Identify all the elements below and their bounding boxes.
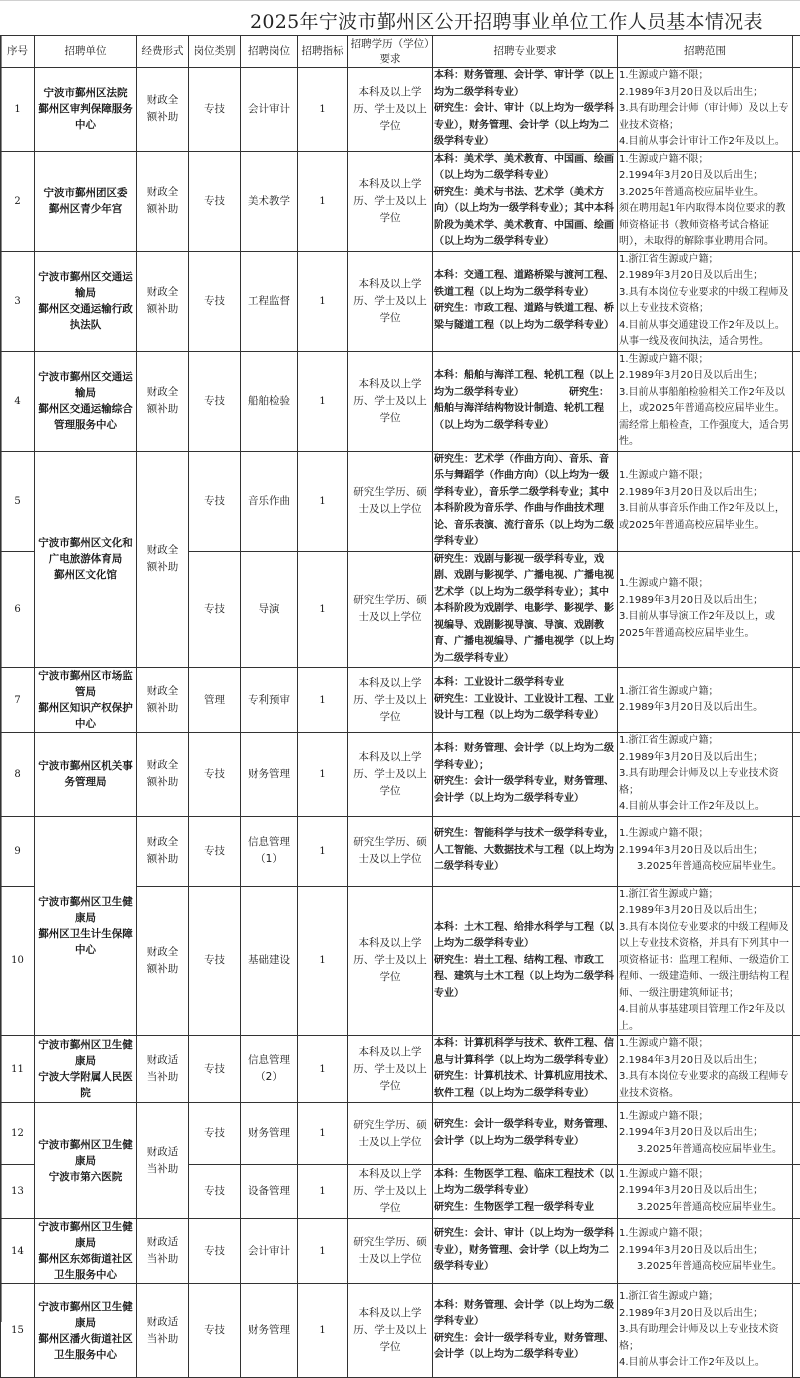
header-row [1,36,800,68]
unit-line: 鄞州区潘火街道社区卫生服务中心 [37,1331,134,1363]
cell-seq: 6 [1,551,35,668]
scope-line: 2.1994年3月20日及以后出生； [619,1125,791,1142]
cell-quota: 1 [298,451,348,551]
header-quota: 招聘指标 [298,36,348,68]
cell-funding: 财政全额补助 [137,68,189,152]
table-row [1,1219,800,1284]
cell-funding: 财政适当补助 [137,1103,189,1219]
cell-post: 专利预审 [241,668,298,733]
unit-line: 宁波市鄞州区卫生健康局 [37,1037,134,1069]
unit-line: 宁波市鄞州区卫生健康局 [37,894,134,926]
cell-extra [793,668,800,733]
cell-extra [793,733,800,817]
page-title: 2025年宁波市鄞州区公开招聘事业单位工作人员基本情况表 [250,7,763,34]
table-row [1,1036,800,1103]
scope-line: 1.生源或户籍不限； [619,1036,791,1053]
scope-line: 2.1989年3月20日及以后出生； [619,903,791,920]
cell-post-type: 专技 [189,886,241,1036]
cell-major [433,1284,618,1378]
unit-line: 鄞州区交通运输综合管理服务中心 [37,401,134,433]
cell-extra [793,1036,800,1103]
cell-education: 研究生学历、硕士及以上学位 [348,1219,433,1284]
table-row [1,451,800,551]
unit-line: 鄞州区知识产权保护中心 [37,700,134,732]
major-line: 本科：财务管理、会计学（以上均为二级学科专业）； [434,741,616,774]
cell-scope [618,1165,793,1219]
scope-line: 2.1989年3月20日及以后出生； [619,268,791,285]
cell-quota: 1 [298,1284,348,1378]
cell-post: 工程监督 [241,251,298,351]
cell-post-type: 专技 [189,1165,241,1219]
cell-education: 本科及以上学历、学士及以上学位 [348,68,433,152]
cell-quota: 1 [298,351,348,451]
scope-line: 1.浙江省生源或户籍； [619,252,791,269]
cell-scope [618,816,793,886]
cell-post-type: 专技 [189,1036,241,1103]
cell-quota: 1 [298,1103,348,1165]
cell-post: 会计审计 [241,68,298,152]
major-line: 本科：财务管理、会计学（以上均为二级学科专业） [434,1298,616,1331]
cell-extra [793,886,800,1036]
major-line: 本科：财务管理、会计学、审计学（以上均为二级学科专业） [434,68,616,101]
recruitment-table [0,35,800,1378]
unit-line: 鄞州区交通运输行政执法队 [37,301,134,333]
cell-scope [618,1036,793,1103]
scope-line: 1.生源或户籍不限； [619,152,791,169]
cell-education: 本科及以上学历、学士及以上学位 [348,351,433,451]
major-line: 研究生：生物医学工程一级学科专业 [434,1200,616,1217]
table-row [1,351,800,451]
cell-unit [35,816,137,1036]
scope-line: 2.1994年3月20日及以后出生； [619,1183,791,1200]
major-line: 研究生：岩土工程、结构工程、市政工程、建筑与土木工程（以上均为二级学科专业） [434,953,616,1003]
cell-scope [618,151,793,251]
scope-line: 1.生源或户籍不限； [619,576,791,593]
scope-line: 1.浙江省生源或户籍； [619,887,791,904]
header-post: 招聘岗位 [241,36,298,68]
cell-post-type: 专技 [189,351,241,451]
cell-post: 音乐作曲 [241,451,298,551]
scope-line: 3.2025年普通高校应届毕业生。 [619,859,791,876]
table-row [1,68,800,152]
cell-post-type: 专技 [189,551,241,668]
cell-quota: 1 [298,1219,348,1284]
cell-unit [35,251,137,351]
table-row [1,251,800,351]
scope-line: 2.1989年3月20日及以后出生； [619,485,791,502]
cell-funding: 财政全额补助 [137,351,189,451]
scope-line: 4.目前从事会计工作2年及以上。 [619,1355,791,1372]
major-line: 研究生：市政工程、道路与铁道工程、桥梁与隧道工程（以上均为二级学科专业） [434,301,616,334]
cell-education: 本科及以上学历、学士及以上学位 [348,1036,433,1103]
scope-line: 3.2025年普通高校应届毕业生。 [619,1259,791,1276]
cell-scope [618,733,793,817]
cell-unit [35,151,137,251]
unit-line: 鄞州区青少年宫 [37,201,134,217]
cell-major [433,451,618,551]
cell-education: 研究生学历、硕士及以上学位 [348,1103,433,1165]
cell-extra [793,551,800,668]
major-line: 研究生：工业设计、工业设计工程、工业设计与工程（以上均为二级学科专业） [434,692,616,725]
cell-quota: 1 [298,886,348,1036]
cell-major [433,816,618,886]
table-row [1,668,800,733]
cell-funding: 财政全额补助 [137,151,189,251]
cell-post-type: 专技 [189,1284,241,1378]
scope-line: 4.目前从事会计工作2年及以上。 [619,799,791,816]
scope-line: 3.2025年普通高校应届毕业生。 [619,1200,791,1217]
unit-line: 宁波市鄞州区交通运输局 [37,269,134,301]
cell-quota: 1 [298,68,348,152]
major-line: 研究生：美术与书法、艺术学（美术方向）（以上均为一级学科专业）；其中本科阶段为美术学、美术教育、中国画、绘画（以上均为二级学科专业） [434,185,616,251]
cell-quota: 1 [298,251,348,351]
major-line: 本科：工业设计二级学科专业 [434,675,616,692]
header-education: 招聘学历（学位）要求 [348,36,433,68]
major-line: 本科：美术学、美术教育、中国画、绘画（以上均为二级学科专业） [434,152,616,185]
cell-funding: 财政适当补助 [137,1219,189,1284]
cell-education: 本科及以上学历、学士及以上学位 [348,251,433,351]
cell-funding: 财政全额补助 [137,251,189,351]
scope-line: 4.目前从事基建项目管理工作2年及以上。 [619,1002,791,1035]
cell-education: 本科及以上学历、学士及以上学位 [348,733,433,817]
cell-major [433,251,618,351]
scope-line: 4.目前从事会计审计工作2年及以上。 [619,134,791,151]
cell-post: 财务管理 [241,733,298,817]
cell-education: 研究生学历、硕士及以上学位 [348,551,433,668]
cell-major [433,1165,618,1219]
header-unit: 招聘单位 [35,36,137,68]
scope-line: 3.目前从事导演工作2年及以上，或2025年普通高校应届毕业生。 [619,609,791,642]
cell-major [433,1219,618,1284]
cell-scope [618,351,793,451]
cell-seq: 15 [1,1284,35,1378]
scope-line: 1.生源或户籍不限； [619,352,791,369]
scope-line: 2.1994年3月20日及以后出生； [619,1243,791,1260]
cell-major [433,351,618,451]
unit-line: 宁波市鄞州区文化和广电旅游体育局 [37,535,134,567]
scope-line: 1.生源或户籍不限； [619,826,791,843]
cell-major [433,551,618,668]
cell-extra [793,1103,800,1165]
cell-post-type: 专技 [189,733,241,817]
header-scope: 招聘范围 [618,36,793,68]
major-line: 研究生：会计一级学科专业，财务管理、会计学（以上均为二级学科专业） [434,1331,616,1364]
scope-line: 3.具有本岗位专业要求的高级工程师专业技术资格。 [619,1069,791,1102]
scope-line: 1.生源或户籍不限； [619,1167,791,1184]
unit-line: 宁波市鄞州区市场监管局 [37,668,134,700]
cell-extra [793,451,800,551]
cell-post-type: 专技 [189,251,241,351]
cell-education: 研究生学历、硕士及以上学位 [348,816,433,886]
cell-seq: 14 [1,1219,35,1284]
scope-line: 3.目前从事音乐作曲工作2年及以上，或2025年普通高校应届毕业生。 [619,501,791,534]
cell-post-type: 专技 [189,816,241,886]
cell-scope [618,68,793,152]
cell-unit [35,351,137,451]
cell-seq: 10 [1,886,35,1036]
cell-unit [35,733,137,817]
cell-major [433,68,618,152]
scope-line: 2.1989年3月20日及以后出生； [619,85,791,102]
scope-line: 2.1989年3月20日及以后出生。 [619,700,791,717]
unit-line: 鄞州区东郊街道社区卫生服务中心 [37,1251,134,1283]
scope-line: 1.浙江省生源或户籍； [619,733,791,750]
major-line: 研究生：会计、审计（以上均为一级学科专业），财务管理、会计学（以上均为二级学科专业） [434,101,616,151]
cell-seq: 1 [1,68,35,152]
table-row [1,1103,800,1165]
cell-post: 导演 [241,551,298,668]
cell-extra [793,351,800,451]
unit-line: 宁波市鄞州区交通运输局 [37,369,134,401]
cell-post-type: 专技 [189,451,241,551]
unit-line: 宁波市鄞州区卫生健康局 [37,1219,134,1251]
unit-line: 宁波市鄞州区法院 [37,85,134,101]
cell-funding: 财政全额补助 [137,451,189,668]
cell-extra [793,816,800,886]
scope-line: 4.目前从事交通建设工作2年及以上。从事一线及夜间执法，适合男性。 [619,318,791,351]
major-line: 本科：土木工程、给排水科学与工程（以上均为二级学科专业） [434,920,616,953]
scope-line: 1.生源或户籍不限； [619,1109,791,1126]
scope-line: 须在聘用起1年内取得本岗位要求的教师资格证书（教师资格考试合格证明），未取得的解除事业聘用合同。 [619,201,791,251]
scope-line: 3.具有本岗位专业要求的中级工程师及以上专业技术资格，并具有下列其中一项资格证书：监理工程师、一级造价工程师、一级建造师、一级注册结构工程师、一级注册建筑师证书； [619,920,791,1003]
scope-line: 3.2025年普通高校应届毕业生。 [619,185,791,202]
header-major: 招聘专业要求 [433,36,618,68]
scope-line: 2.1989年3月20日及以后出生； [619,750,791,767]
cell-seq: 8 [1,733,35,817]
scope-line: 2.1984年3月20日及以后出生； [619,1053,791,1070]
cell-post: 设备管理 [241,1165,298,1219]
cell-post: 基础建设 [241,886,298,1036]
major-line: 研究生：会计一级学科专业，财务管理、会计学（以上均为二级学科专业） [434,774,616,807]
cell-extra [793,68,800,152]
unit-line: 宁波市鄞州区机关事务管理局 [37,758,134,790]
cell-extra [793,251,800,351]
header-seq: 序号 [1,36,35,68]
cell-education: 本科及以上学历、学士及以上学位 [348,886,433,1036]
major-line: 本科：计算机科学与技术、软件工程、信息与计算科学（以上均为二级学科专业） [434,1036,616,1069]
major-line: 研究生：艺术学（作曲方向）、音乐、音乐与舞蹈学（作曲方向）（以上均为一级学科专业），音乐学二级学科专业；其中本科阶段为音乐学、作曲与作曲技术理论、音乐表演、流行音乐（以上均为二级学科专业） [434,452,616,551]
cell-post: 会计审计 [241,1219,298,1284]
unit-line: 宁波市鄞州区卫生健康局 [37,1137,134,1169]
cell-major [433,1036,618,1103]
cell-post: 美术教学 [241,151,298,251]
header-post-type: 岗位类别 [189,36,241,68]
cell-seq: 9 [1,816,35,886]
scope-line: 3.目前从事船舶检验相关工作2年及以上，或2025年普通高校应届毕业生。需经常上船检查，工作强度大，适合男性。 [619,385,791,451]
cell-scope [618,551,793,668]
cell-post: 信息管理（1） [241,816,298,886]
cell-quota: 1 [298,151,348,251]
cell-post: 船舶检验 [241,351,298,451]
scope-line: 1.浙江省生源或户籍； [619,1289,791,1306]
cell-scope [618,251,793,351]
cell-scope [618,668,793,733]
cell-extra [793,1284,800,1378]
cell-post-type: 专技 [189,68,241,152]
cell-major [433,1103,618,1165]
scope-line: 3.具有助理会计师及以上专业技术资格； [619,766,791,799]
cell-unit [35,1219,137,1284]
cell-education: 本科及以上学历、学士及以上学位 [348,668,433,733]
cell-quota: 1 [298,551,348,668]
cell-seq: 2 [1,151,35,251]
cell-seq: 5 [1,451,35,551]
cell-seq: 13 [1,1165,35,1219]
scope-line: 3.2025年普通高校应届毕业生。 [619,1142,791,1159]
cell-post-type: 专技 [189,151,241,251]
cell-scope [618,1284,793,1378]
cell-extra [793,1219,800,1284]
major-line: 本科：交通工程、道路桥梁与渡河工程、铁道工程（以上均为二级学科专业） [434,268,616,301]
major-line: 研究生：会计一级学科专业，财务管理、会计学（以上均为二级学科专业） [434,1117,616,1150]
cell-funding: 财政全额补助 [137,668,189,733]
cell-post: 信息管理（2） [241,1036,298,1103]
scope-line: 1.生源或户籍不限； [619,68,791,85]
cell-post: 财务管理 [241,1103,298,1165]
cell-funding: 财政适当补助 [137,1036,189,1103]
scope-line: 2.1989年3月20日及以后出生； [619,1306,791,1323]
cell-funding: 财政适当补助 [137,1284,189,1378]
cell-quota: 1 [298,1165,348,1219]
cell-post-type: 专技 [189,1219,241,1284]
cell-quota: 1 [298,733,348,817]
cell-funding: 财政全额补助 [137,886,189,1036]
scope-line: 2.1989年3月20日及以后出生； [619,368,791,385]
cell-unit [35,1036,137,1103]
cell-major [433,151,618,251]
unit-line: 鄞州区文化馆 [37,567,134,583]
cell-post-type: 管理 [189,668,241,733]
scope-line: 3.具有本岗位专业要求的中级工程师及以上专业技术资格； [619,285,791,318]
table-row [1,1284,800,1378]
cell-major [433,668,618,733]
scope-line: 2.1994年3月20日及以后出生； [619,168,791,185]
cell-seq: 7 [1,668,35,733]
cell-scope [618,451,793,551]
cell-scope [618,1219,793,1284]
major-line: 研究生：戏剧与影视一级学科专业，戏剧、戏剧与影视学、广播电视、广播电视艺术学（以上均为二级学科专业）；其中本科阶段为戏剧学、电影学、影视学、影视编导、戏剧影视导演、导演、戏剧教育、广播电视编导、广播电视学（以上均为二级学科专业） [434,552,616,668]
cell-quota: 1 [298,668,348,733]
scope-line: 2.1989年3月20日及以后出生； [619,593,791,610]
cell-unit [35,1284,137,1378]
major-line: 研究生：智能科学与技术一级学科专业，人工智能、大数据技术与工程（以上均为二级学科专业） [434,826,616,876]
cell-unit [35,451,137,668]
unit-line: 宁波市鄞州区卫生健康局 [37,1299,134,1331]
cell-quota: 1 [298,816,348,886]
table-row [1,733,800,817]
cell-extra [793,151,800,251]
cell-funding: 财政全额补助 [137,733,189,817]
cell-scope [618,886,793,1036]
cell-education: 本科及以上学历、学士及以上学位 [348,151,433,251]
cell-seq: 3 [1,251,35,351]
major-line: 本科：船舶与海洋工程、轮机工程（以上均为二级学科专业） 研究生：船舶与海洋结构物设计制造、轮机工程（以上均为二级学科专业） [434,368,616,434]
header-extra [793,36,800,68]
header-funding: 经费形式 [137,36,189,68]
scope-line: 1.浙江省生源或户籍； [619,684,791,701]
table-row [1,151,800,251]
cell-seq: 12 [1,1103,35,1165]
scope-line: 3.具有助理会计师及以上专业技术资格； [619,1322,791,1355]
cell-scope [618,1103,793,1165]
scope-line: 1.生源或户籍不限； [619,468,791,485]
major-line: 研究生：会计、审计（以上均为一级学科专业），财务管理、会计学（以上均为二级学科专业） [434,1226,616,1276]
cell-unit [35,1103,137,1219]
cell-major [433,886,618,1036]
unit-line: 鄞州区审判保障服务中心 [37,101,134,133]
unit-line: 宁波大学附属人民医院 [37,1069,134,1101]
scope-line: 1.生源或户籍不限； [619,1226,791,1243]
cell-extra [793,1165,800,1219]
unit-line: 宁波市鄞州团区委 [37,185,134,201]
cell-education: 本科及以上学历、学士及以上学位 [348,1284,433,1378]
scope-line: 2.1994年3月20日及以后出生； [619,843,791,860]
cell-seq: 11 [1,1036,35,1103]
cell-funding: 财政全额补助 [137,816,189,886]
scope-line: 3.具有助理会计师（审计师）及以上专业技术资格； [619,101,791,134]
table-row [1,816,800,886]
cell-post-type: 专技 [189,1103,241,1165]
cell-education: 本科及以上学历、学士及以上学位 [348,1165,433,1219]
cell-post: 财务管理 [241,1284,298,1378]
major-line: 本科：生物医学工程、临床工程技术（以上均为二级学科专业） [434,1167,616,1200]
major-line: 研究生：计算机技术、计算机应用技术、软件工程（以上均为二级学科专业） [434,1069,616,1102]
cell-seq: 4 [1,351,35,451]
cell-education: 研究生学历、硕士及以上学位 [348,451,433,551]
cell-unit [35,68,137,152]
cell-major [433,733,618,817]
title-bar [0,0,800,35]
cell-unit [35,668,137,733]
unit-line: 鄞州区卫生计生保障中心 [37,926,134,958]
unit-line: 宁波市第六医院 [37,1169,134,1185]
cell-quota: 1 [298,1036,348,1103]
